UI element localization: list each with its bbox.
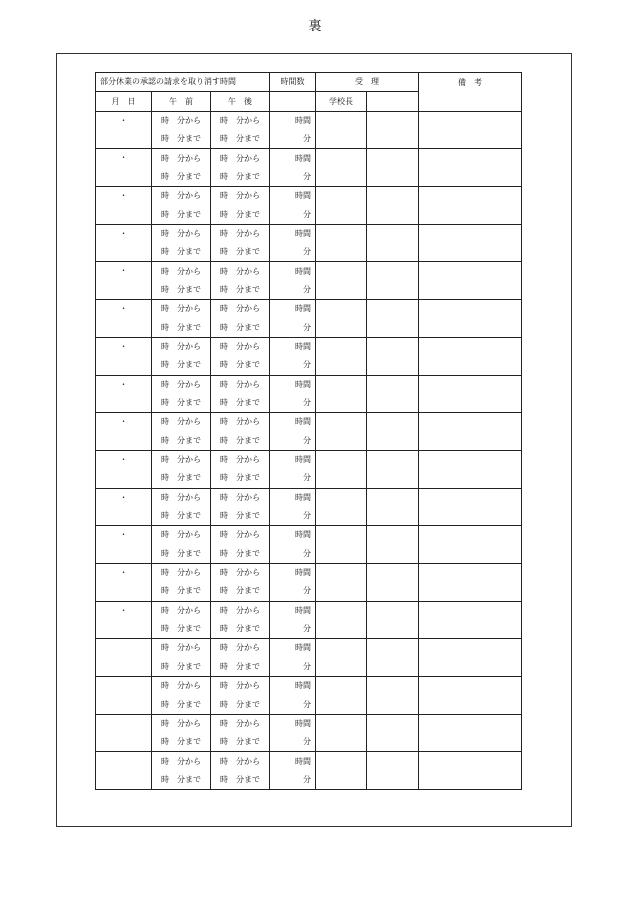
entry-receipt-stamp[interactable] — [367, 111, 419, 149]
entry-row — [96, 413, 522, 432]
entry-pm-from[interactable]: 時 分から — [211, 639, 270, 658]
entry-hours[interactable]: 時間 — [270, 639, 316, 658]
entry-receipt-stamp[interactable] — [367, 601, 419, 639]
entry-remarks[interactable] — [419, 752, 522, 790]
entry-pm-from[interactable]: 時 分から — [211, 450, 270, 469]
entry-pm-until[interactable]: 時 分まで — [211, 130, 270, 149]
entry-row — [96, 187, 522, 206]
entry-row — [96, 714, 522, 733]
entry-receipt-stamp[interactable] — [367, 526, 419, 564]
header-date: 月 日 — [96, 92, 152, 111]
entry-am-until[interactable]: 時 分まで — [152, 168, 211, 187]
entry-pm-until[interactable]: 時 分まで — [211, 771, 270, 790]
entry-remarks[interactable] — [419, 488, 522, 526]
entry-receipt-stamp[interactable] — [367, 450, 419, 488]
entry-pm-from[interactable]: 時 分から — [211, 488, 270, 507]
header-principal: 学校長 — [316, 92, 367, 111]
entry-pm-from[interactable]: 時 分から — [211, 714, 270, 733]
entry-pm-from[interactable]: 時 分から — [211, 413, 270, 432]
entry-pm-from[interactable]: 時 分から — [211, 337, 270, 356]
entry-date[interactable]: ・ — [96, 526, 152, 564]
entry-receipt-stamp[interactable] — [367, 149, 419, 187]
entry-date[interactable]: ・ — [96, 149, 152, 187]
entry-am-from[interactable]: 時 分から — [152, 300, 211, 319]
entry-hours[interactable]: 時間 — [270, 677, 316, 696]
entry-remarks[interactable] — [419, 639, 522, 677]
entry-row — [96, 488, 522, 507]
entry-hours[interactable]: 時間 — [270, 413, 316, 432]
entry-receipt-stamp[interactable] — [367, 187, 419, 225]
entry-date[interactable]: ・ — [96, 337, 152, 375]
entry-am-from[interactable]: 時 分から — [152, 488, 211, 507]
entry-date[interactable] — [96, 677, 152, 715]
entry-pm-until[interactable]: 時 分まで — [211, 695, 270, 714]
entry-am-until[interactable]: 時 分まで — [152, 658, 211, 677]
entry-date[interactable]: ・ — [96, 224, 152, 262]
entry-am-until[interactable]: 時 分まで — [152, 318, 211, 337]
entry-minutes[interactable]: 分 — [270, 205, 316, 224]
entry-hours[interactable]: 時間 — [270, 714, 316, 733]
entry-am-until[interactable]: 時 分まで — [152, 620, 211, 639]
entry-remarks[interactable] — [419, 111, 522, 149]
entry-pm-until[interactable]: 時 分まで — [211, 356, 270, 375]
entry-pm-until[interactable]: 時 分まで — [211, 507, 270, 526]
entry-pm-from[interactable]: 時 分から — [211, 677, 270, 696]
entry-am-until[interactable]: 時 分まで — [152, 205, 211, 224]
entry-am-from[interactable]: 時 分から — [152, 563, 211, 582]
entry-hours[interactable]: 時間 — [270, 111, 316, 130]
entry-am-until[interactable]: 時 分まで — [152, 432, 211, 451]
entry-remarks[interactable] — [419, 300, 522, 338]
entry-principal-stamp[interactable] — [316, 601, 367, 639]
entry-principal-stamp[interactable] — [316, 488, 367, 526]
header-title: 部分休業の承認の請求を取り消す時間 — [96, 73, 270, 92]
entry-principal-stamp[interactable] — [316, 300, 367, 338]
entry-pm-until[interactable]: 時 分まで — [211, 168, 270, 187]
entry-principal-stamp[interactable] — [316, 224, 367, 262]
entry-receipt-stamp[interactable] — [367, 413, 419, 451]
entry-receipt-stamp[interactable] — [367, 224, 419, 262]
entry-pm-from[interactable]: 時 分から — [211, 187, 270, 206]
header-pm: 午 後 — [211, 92, 270, 111]
entry-row — [96, 262, 522, 281]
entry-remarks[interactable] — [419, 601, 522, 639]
entry-date[interactable]: ・ — [96, 450, 152, 488]
entry-receipt-stamp[interactable] — [367, 752, 419, 790]
entry-hours[interactable]: 時間 — [270, 224, 316, 243]
entry-am-until[interactable]: 時 分まで — [152, 695, 211, 714]
entry-principal-stamp[interactable] — [316, 714, 367, 752]
entry-remarks[interactable] — [419, 337, 522, 375]
entry-hours[interactable]: 時間 — [270, 563, 316, 582]
entry-hours[interactable]: 時間 — [270, 149, 316, 168]
entry-row — [96, 563, 522, 582]
entry-minutes[interactable]: 分 — [270, 356, 316, 375]
entry-principal-stamp[interactable] — [316, 413, 367, 451]
entry-principal-stamp[interactable] — [316, 149, 367, 187]
entry-remarks[interactable] — [419, 563, 522, 601]
entry-remarks[interactable] — [419, 149, 522, 187]
entry-remarks[interactable] — [419, 375, 522, 413]
entry-principal-stamp[interactable] — [316, 526, 367, 564]
entry-minutes[interactable]: 分 — [270, 318, 316, 337]
entry-am-until[interactable]: 時 分まで — [152, 356, 211, 375]
entry-am-from[interactable]: 時 分から — [152, 375, 211, 394]
entry-pm-from[interactable]: 時 分から — [211, 111, 270, 130]
entry-receipt-stamp[interactable] — [367, 677, 419, 715]
entry-remarks[interactable] — [419, 677, 522, 715]
entry-am-from[interactable]: 時 分から — [152, 111, 211, 130]
entry-receipt-stamp[interactable] — [367, 639, 419, 677]
entry-minutes[interactable]: 分 — [270, 469, 316, 488]
entry-pm-from[interactable]: 時 分から — [211, 526, 270, 545]
entry-hours[interactable]: 時間 — [270, 752, 316, 771]
entry-am-from[interactable]: 時 分から — [152, 639, 211, 658]
entry-hours[interactable]: 時間 — [270, 601, 316, 620]
entry-am-until[interactable]: 時 分まで — [152, 771, 211, 790]
entry-date[interactable] — [96, 752, 152, 790]
entry-am-until[interactable]: 時 分まで — [152, 582, 211, 601]
page-title: 裏 — [308, 19, 322, 34]
entry-row — [96, 149, 522, 168]
entry-minutes[interactable]: 分 — [270, 243, 316, 262]
header-am: 午 前 — [152, 92, 211, 111]
entry-pm-from[interactable]: 時 分から — [211, 375, 270, 394]
entry-pm-until[interactable]: 時 分まで — [211, 243, 270, 262]
entry-hours[interactable]: 時間 — [270, 300, 316, 319]
entry-receipt-stamp[interactable] — [367, 300, 419, 338]
entry-pm-until[interactable]: 時 分まで — [211, 318, 270, 337]
entry-hours[interactable]: 時間 — [270, 262, 316, 281]
entry-am-until[interactable]: 時 分まで — [152, 243, 211, 262]
entry-hours[interactable]: 時間 — [270, 187, 316, 206]
entry-pm-from[interactable]: 時 分から — [211, 149, 270, 168]
entry-row — [96, 752, 522, 771]
entry-pm-until[interactable]: 時 分まで — [211, 469, 270, 488]
entry-hours[interactable]: 時間 — [270, 450, 316, 469]
entry-pm-from[interactable]: 時 分から — [211, 752, 270, 771]
entry-remarks[interactable] — [419, 413, 522, 451]
entry-am-from[interactable]: 時 分から — [152, 450, 211, 469]
entry-receipt-stamp[interactable] — [367, 262, 419, 300]
entry-am-until[interactable]: 時 分まで — [152, 281, 211, 300]
entry-date[interactable] — [96, 639, 152, 677]
entry-minutes[interactable]: 分 — [270, 130, 316, 149]
entry-pm-until[interactable]: 時 分まで — [211, 205, 270, 224]
entry-am-from[interactable]: 時 分から — [152, 677, 211, 696]
entry-date[interactable]: ・ — [96, 375, 152, 413]
entry-remarks[interactable] — [419, 526, 522, 564]
entry-minutes[interactable]: 分 — [270, 582, 316, 601]
entry-pm-until[interactable]: 時 分まで — [211, 582, 270, 601]
entry-date[interactable]: ・ — [96, 300, 152, 338]
entry-principal-stamp[interactable] — [316, 639, 367, 677]
entry-minutes[interactable]: 分 — [270, 507, 316, 526]
entry-row — [96, 601, 522, 620]
entry-pm-from[interactable]: 時 分から — [211, 601, 270, 620]
entry-row — [96, 639, 522, 658]
entry-receipt-stamp[interactable] — [367, 337, 419, 375]
entry-hours[interactable]: 時間 — [270, 526, 316, 545]
entry-row — [96, 337, 522, 356]
entry-am-until[interactable]: 時 分まで — [152, 733, 211, 752]
entry-principal-stamp[interactable] — [316, 677, 367, 715]
entry-minutes[interactable]: 分 — [270, 695, 316, 714]
entry-am-from[interactable]: 時 分から — [152, 262, 211, 281]
entry-remarks[interactable] — [419, 262, 522, 300]
entry-am-from[interactable]: 時 分から — [152, 224, 211, 243]
cancellation-time-table — [95, 72, 522, 790]
entry-principal-stamp[interactable] — [316, 563, 367, 601]
entry-pm-until[interactable]: 時 分まで — [211, 658, 270, 677]
entry-minutes[interactable]: 分 — [270, 281, 316, 300]
entry-date[interactable]: ・ — [96, 187, 152, 225]
header-hours: 時間数 — [270, 73, 316, 92]
entry-pm-from[interactable]: 時 分から — [211, 563, 270, 582]
entry-date[interactable]: ・ — [96, 413, 152, 451]
header-remarks: 備 考 — [419, 73, 522, 112]
entry-remarks[interactable] — [419, 450, 522, 488]
entry-minutes[interactable]: 分 — [270, 432, 316, 451]
entry-receipt-stamp[interactable] — [367, 375, 419, 413]
entry-am-until[interactable]: 時 分まで — [152, 394, 211, 413]
entry-am-until[interactable]: 時 分まで — [152, 545, 211, 564]
entry-principal-stamp[interactable] — [316, 375, 367, 413]
entry-am-from[interactable]: 時 分から — [152, 601, 211, 620]
entry-pm-until[interactable]: 時 分まで — [211, 545, 270, 564]
entry-am-from[interactable]: 時 分から — [152, 752, 211, 771]
entry-principal-stamp[interactable] — [316, 450, 367, 488]
entry-pm-until[interactable]: 時 分まで — [211, 733, 270, 752]
entry-hours[interactable]: 時間 — [270, 337, 316, 356]
entry-pm-from[interactable]: 時 分から — [211, 262, 270, 281]
entry-row — [96, 450, 522, 469]
header-receipt: 受 理 — [316, 73, 419, 92]
entry-minutes[interactable]: 分 — [270, 620, 316, 639]
entry-hours[interactable]: 時間 — [270, 375, 316, 394]
entry-date[interactable]: ・ — [96, 111, 152, 149]
entry-am-until[interactable]: 時 分まで — [152, 507, 211, 526]
entry-remarks[interactable] — [419, 224, 522, 262]
entry-date[interactable]: ・ — [96, 488, 152, 526]
entry-remarks[interactable] — [419, 714, 522, 752]
entry-minutes[interactable]: 分 — [270, 733, 316, 752]
entry-principal-stamp[interactable] — [316, 187, 367, 225]
entry-minutes[interactable]: 分 — [270, 394, 316, 413]
entry-receipt-stamp[interactable] — [367, 563, 419, 601]
entry-minutes[interactable]: 分 — [270, 658, 316, 677]
entry-date[interactable]: ・ — [96, 601, 152, 639]
entry-pm-until[interactable]: 時 分まで — [211, 432, 270, 451]
entry-row — [96, 526, 522, 545]
entry-minutes[interactable]: 分 — [270, 771, 316, 790]
entry-remarks[interactable] — [419, 187, 522, 225]
entry-hours[interactable]: 時間 — [270, 488, 316, 507]
entry-principal-stamp[interactable] — [316, 262, 367, 300]
entry-receipt-stamp[interactable] — [367, 714, 419, 752]
entry-principal-stamp[interactable] — [316, 752, 367, 790]
entry-date[interactable] — [96, 714, 152, 752]
entry-am-until[interactable]: 時 分まで — [152, 469, 211, 488]
entry-row — [96, 375, 522, 394]
entry-am-until[interactable]: 時 分まで — [152, 130, 211, 149]
entry-pm-until[interactable]: 時 分まで — [211, 620, 270, 639]
entry-row — [96, 300, 522, 319]
entry-minutes[interactable]: 分 — [270, 168, 316, 187]
entry-date[interactable]: ・ — [96, 262, 152, 300]
header-receipt-blank — [367, 92, 419, 111]
entry-principal-stamp[interactable] — [316, 337, 367, 375]
entry-row — [96, 677, 522, 696]
entry-minutes[interactable]: 分 — [270, 545, 316, 564]
entry-pm-from[interactable]: 時 分から — [211, 224, 270, 243]
entry-receipt-stamp[interactable] — [367, 488, 419, 526]
header-hours-blank — [270, 92, 316, 111]
entry-pm-until[interactable]: 時 分まで — [211, 394, 270, 413]
entry-row — [96, 224, 522, 243]
entry-am-from[interactable]: 時 分から — [152, 187, 211, 206]
entry-am-from[interactable]: 時 分から — [152, 337, 211, 356]
entry-am-from[interactable]: 時 分から — [152, 526, 211, 545]
entry-am-from[interactable]: 時 分から — [152, 149, 211, 168]
entry-principal-stamp[interactable] — [316, 111, 367, 149]
entry-pm-until[interactable]: 時 分まで — [211, 281, 270, 300]
entry-pm-from[interactable]: 時 分から — [211, 300, 270, 319]
entry-date[interactable]: ・ — [96, 563, 152, 601]
entry-am-from[interactable]: 時 分から — [152, 413, 211, 432]
entry-am-from[interactable]: 時 分から — [152, 714, 211, 733]
entry-row — [96, 111, 522, 130]
